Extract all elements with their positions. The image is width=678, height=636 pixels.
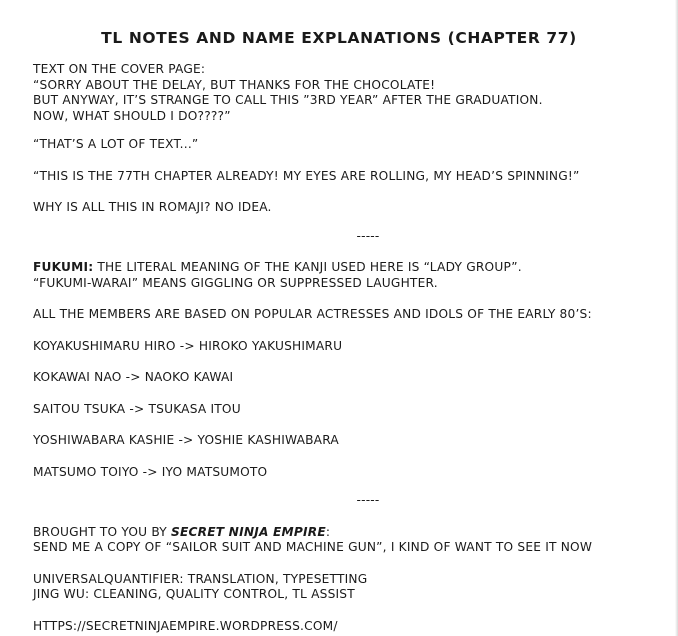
member-item: MATSUMO TOIYO -> IYO MATSUMOTO — [33, 464, 268, 479]
fukumi-line-2: “FUKUMI-WARAI” MEANS GIGGLING OR SUPPRESSED LAUGHTER. — [33, 275, 438, 290]
fukumi-term: FUKUMI: — [33, 260, 94, 274]
cover-heading: TEXT ON THE COVER PAGE: — [33, 62, 206, 76]
fukumi-line-1 — [33, 260, 663, 276]
cover-quote-2: “THAT’S A LOT OF TEXT...” — [33, 137, 199, 151]
page-title: TL NOTES AND NAME EXPLANATIONS (CHAPTER 77) — [101, 29, 577, 47]
separator: ----- — [356, 493, 380, 507]
cover-line-1: “SORRY ABOUT THE DELAY, BUT THANKS FOR THE CHOCOLATE! — [33, 77, 436, 92]
member-item: KOKAWAI NAO -> NAOKO KAWAI — [33, 370, 234, 384]
members-intro: ALL THE MEMBERS ARE BASED ON POPULAR ACTRESSES AND IDOLS OF THE EARLY 80’S: — [33, 307, 592, 321]
notes-body — [33, 62, 663, 634]
fukumi-definition: THE LITERAL MEANING OF THE KANJI USED HERE IS “LADY GROUP”. — [93, 260, 522, 274]
group-name: SECRET NINJA EMPIRE — [170, 524, 326, 539]
staff-item: UNIVERSALQUANTIFIER: TRANSLATION, TYPESETTING — [33, 571, 368, 586]
cover-quote-3: “THIS IS THE 77TH CHAPTER ALREADY! MY EYES ARE ROLLING, MY HEAD’S SPINNING!” — [33, 168, 580, 183]
credits-request: SEND ME A COPY OF “SAILOR SUIT AND MACHINE GUN”, I KIND OF WANT TO SEE IT NOW — [33, 540, 593, 554]
member-item: YOSHIWABARA KASHIE -> YOSHIE KASHIWABARA — [33, 433, 339, 447]
separator: ----- — [356, 228, 380, 243]
credits-suffix: : — [325, 524, 331, 539]
cover-note: WHY IS ALL THIS IN ROMAJI? NO IDEA. — [33, 200, 272, 214]
cover-line-2: BUT ANYWAY, IT’S STRANGE TO CALL THIS ”3RD YEAR” AFTER THE GRADUATION. — [33, 93, 543, 107]
credits-brought-by — [33, 525, 663, 541]
member-item: KOYAKUSHIMARU HIRO -> HIROKO YAKUSHIMARU — [33, 338, 343, 353]
member-item: SAITOU TSUKA -> TSUKASA ITOU — [33, 401, 241, 416]
website-url: HTTPS://SECRETNINJAEMPIRE.WORDPRESS.COM/ — [33, 618, 338, 633]
cover-line-3: NOW, WHAT SHOULD I DO????” — [33, 108, 231, 123]
staff-item: JING WU: CLEANING, QUALITY CONTROL, TL ASSIST — [33, 587, 355, 601]
credits-prefix: BROUGHT TO YOU BY — [33, 524, 171, 539]
